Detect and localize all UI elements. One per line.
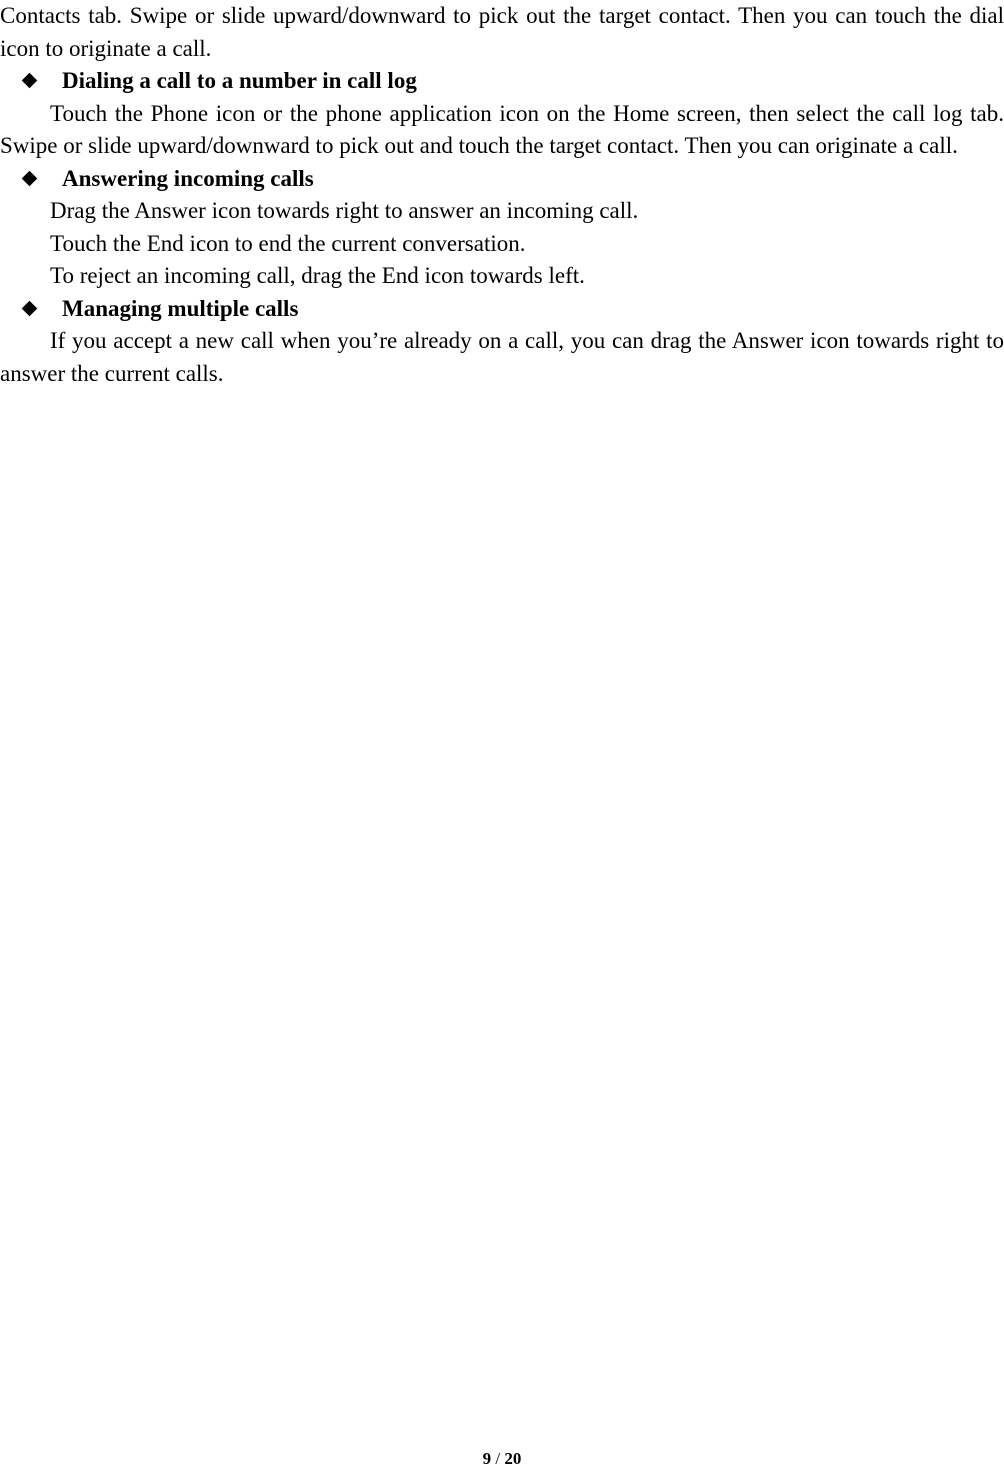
page-separator: / [491,1449,505,1468]
document-page [0,0,1004,390]
section-heading-answering-calls [0,163,1004,196]
section-heading-multiple-calls [0,293,1004,326]
page-total: 20 [504,1449,522,1468]
intro-paragraph: Contacts tab. Swipe or slide upward/downward to pick out the target contact. Then you can touch the dial icon to originate a call. [0,3,1004,61]
section-heading-text: Answering incoming calls [62,165,314,191]
page-current: 9 [482,1449,492,1468]
diamond-bullet-icon [0,163,62,195]
section-heading-text: Managing multiple calls [62,295,299,321]
section-paragraph: If you accept a new call when you’re already on a call, you can drag the Answer icon towards right to answer the current calls. [0,328,1004,386]
section-paragraph: Drag the Answer icon towards right to answer an incoming call. [50,198,639,223]
page-number-footer [0,1448,1004,1470]
section-paragraph: To reject an incoming call, drag the End icon towards left. [50,263,585,288]
diamond-bullet-icon [0,65,62,97]
section-paragraph: Touch the Phone icon or the phone application icon on the Home screen, then select the call log tab. Swipe or slide upward/downward to pick out and touch the target contact. Then you can originate a call. [0,100,1004,158]
section-heading-dialing-call-log [0,65,1004,98]
section-heading-text: Dialing a call to a number in call log [62,68,417,93]
diamond-bullet-icon [0,293,62,325]
section-paragraph: Touch the End icon to end the current conversation. [50,230,526,256]
